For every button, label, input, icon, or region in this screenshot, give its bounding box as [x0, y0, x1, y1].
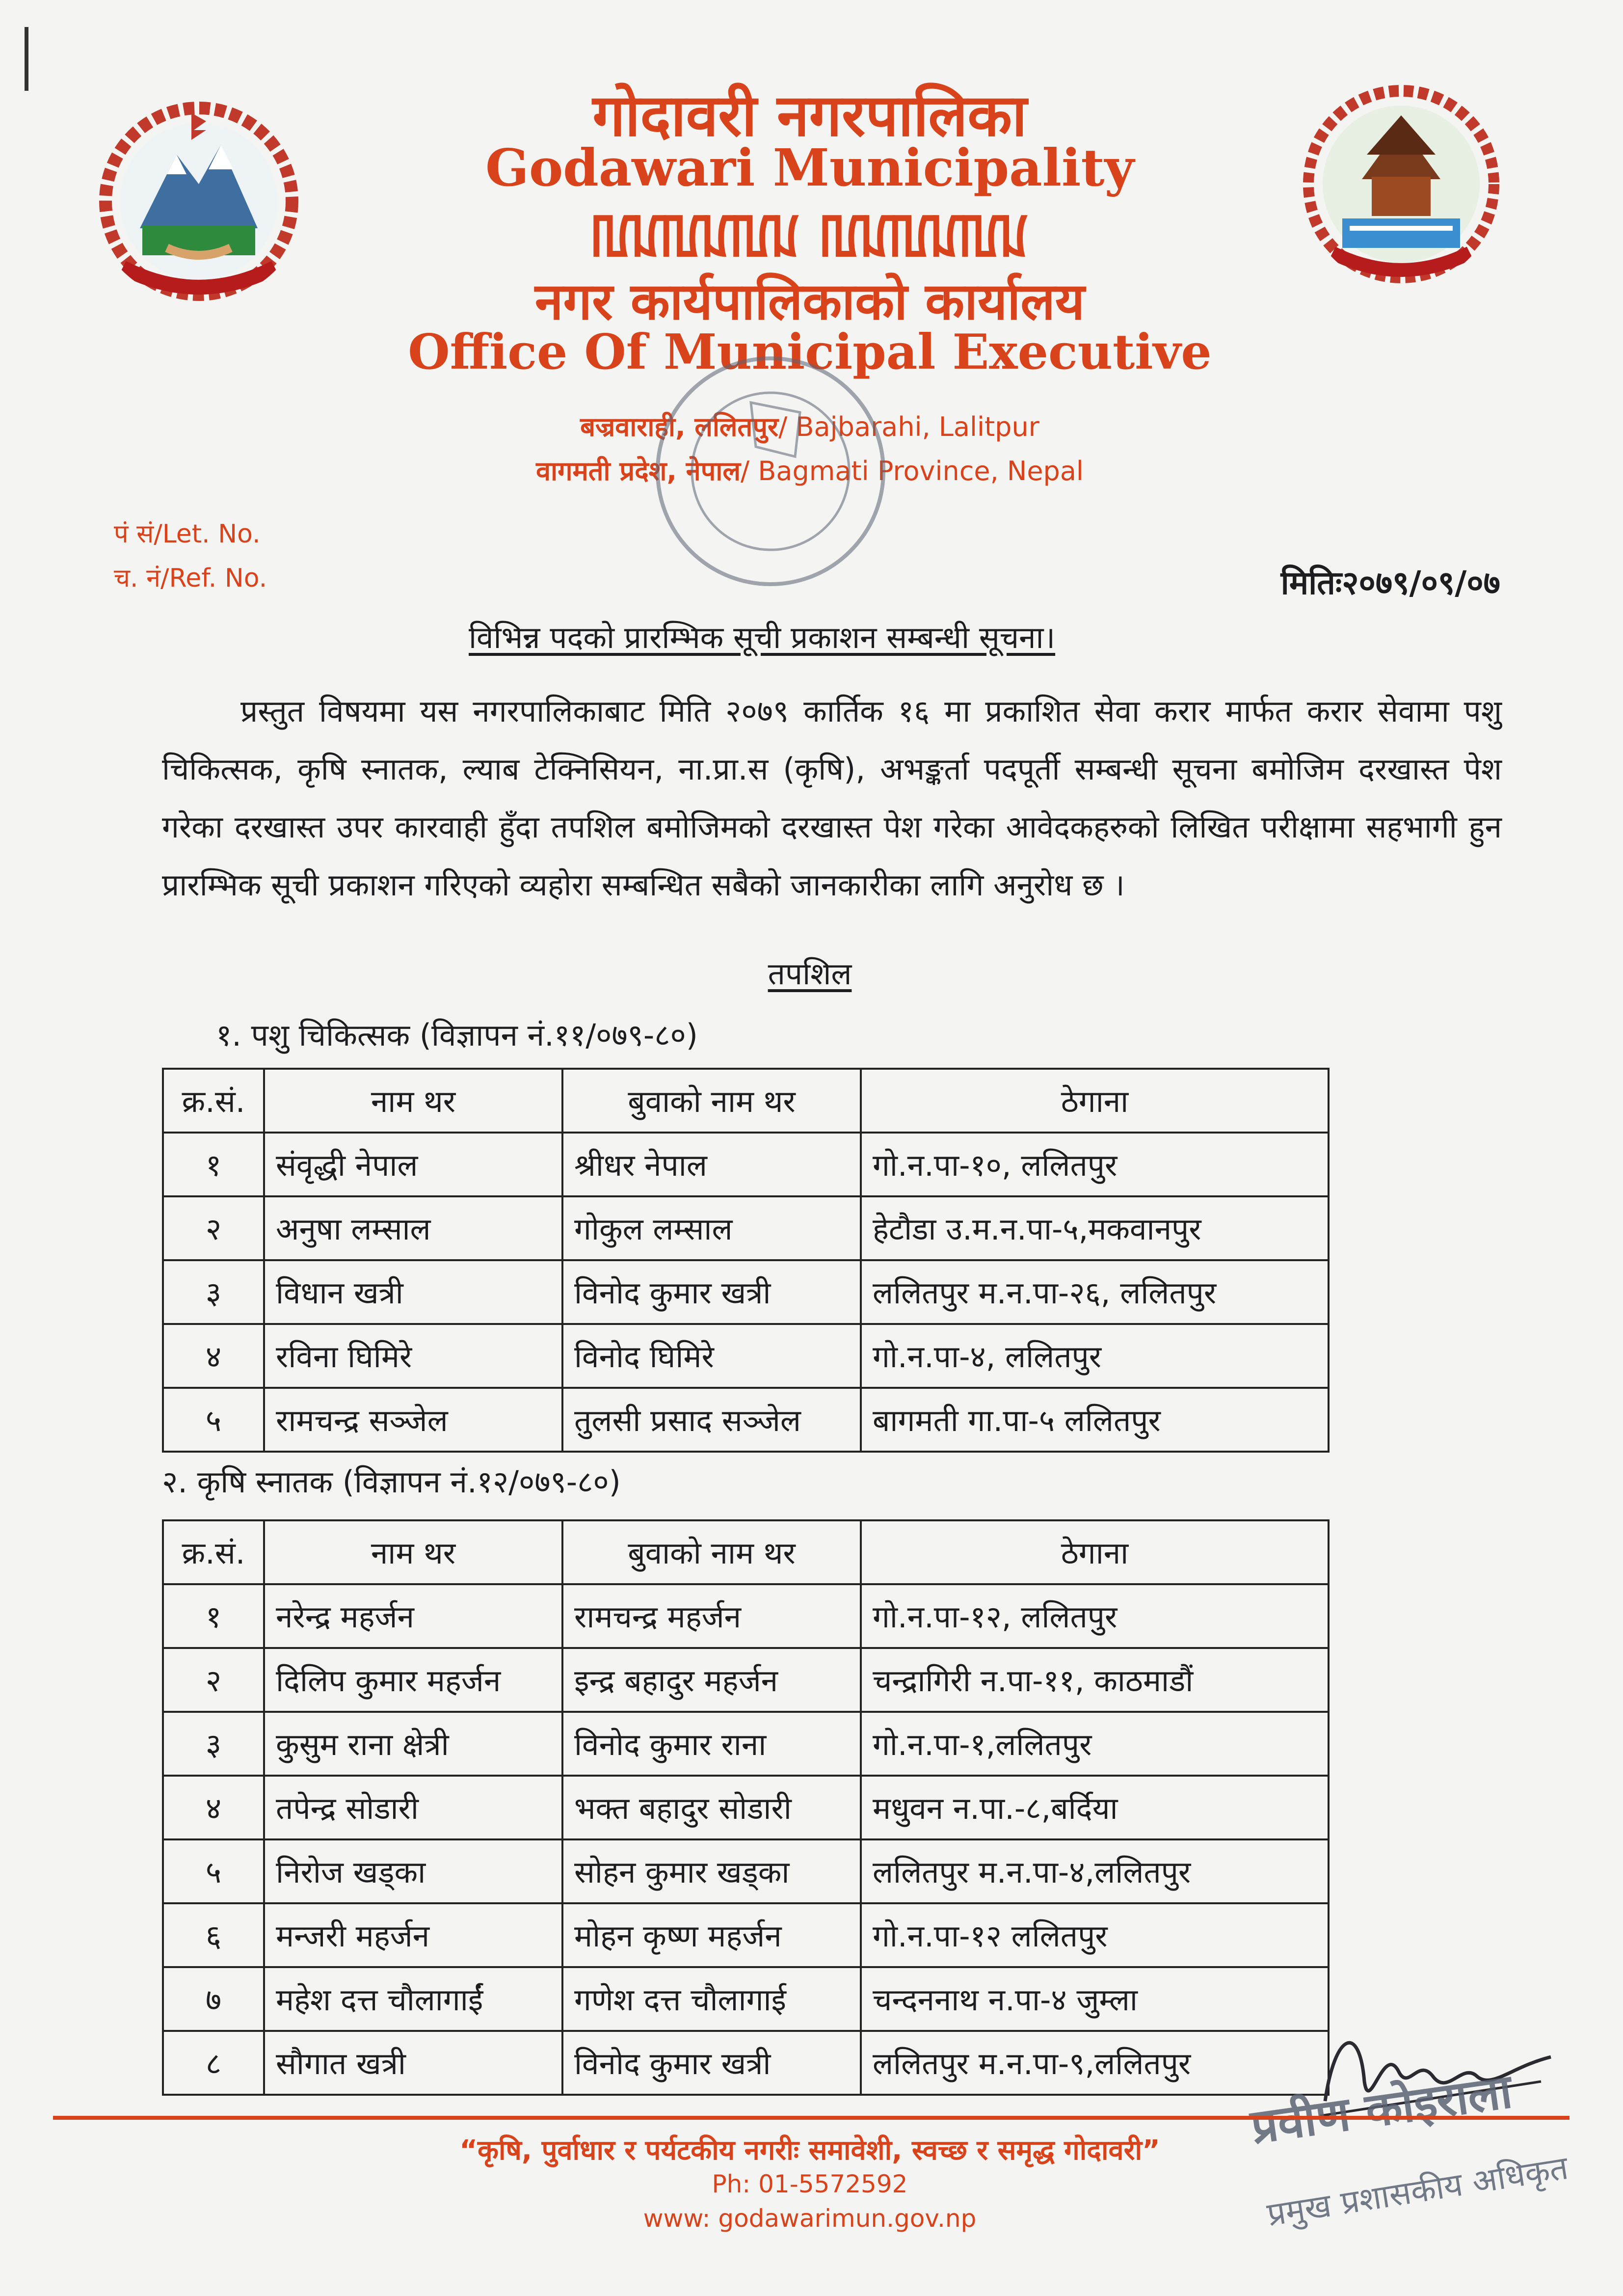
municipality-name-nepali: गोदावरी नगरपालिका [592, 81, 1027, 149]
table-row [163, 1260, 1329, 1324]
table-row [163, 1967, 1329, 2031]
cell-name: तपेन्द्र सोडारी [264, 1776, 562, 1839]
office-name-nepali: नगर कार्यपालिकाको कार्यालय [534, 271, 1085, 331]
office-name-english: Office Of Municipal Executive [408, 324, 1212, 380]
table-row [163, 1648, 1329, 1712]
cell-serial: १ [163, 1584, 264, 1648]
table-header-row [163, 1069, 1329, 1133]
cell-name: महेश दत्त चौलागाईं [264, 1967, 562, 2031]
letter-number-label: पं सं/Let. No. [114, 519, 261, 549]
office-stamp-icon [633, 344, 908, 599]
table-row [163, 1324, 1329, 1388]
cell-address: मधुवन न.पा.-८,बर्दिया [861, 1776, 1329, 1839]
cell-serial: १ [163, 1133, 264, 1196]
cell-name: संवृद्धी नेपाल [264, 1133, 562, 1196]
notice-subject: विभिन्न पदको प्रारम्भिक सूची प्रकाशन सम्बन्धी सूचना। [469, 620, 1056, 655]
cell-father-name: भक्त बहादुर सोडारी [562, 1776, 861, 1839]
cell-address: बागमती गा.पा-५ ललितपुर [861, 1388, 1329, 1452]
table-row [163, 1388, 1329, 1452]
cell-name: नरेन्द्र महर्जन [264, 1584, 562, 1648]
godawari-municipality-logo-icon [1303, 81, 1499, 287]
column-header-address: ठेगाना [861, 1069, 1329, 1133]
table-row [163, 1133, 1329, 1196]
cell-father-name: सोहन कुमार खड्का [562, 1839, 861, 1903]
municipality-name-english: Godawari Municipality [485, 137, 1134, 198]
cell-name: मन्जरी महर्जन [264, 1903, 562, 1967]
cell-address: चन्द्रागिरी न.पा-११, काठमाडौं [861, 1648, 1329, 1712]
veterinarian-applicant-table [162, 1068, 1330, 1453]
section-2-title: २. कृषि स्नातक (विज्ञापन नं.१२/०७९-८०) [162, 1464, 621, 1500]
cell-address: ललितपुर म.न.पा-२६, ललितपुर [861, 1260, 1329, 1324]
table-row [163, 1712, 1329, 1776]
cell-serial: ८ [163, 2031, 264, 2095]
column-header-father-name: बुवाको नाम थर [562, 1069, 861, 1133]
reference-number-label: च. नं/Ref. No. [114, 564, 267, 593]
cell-serial: ४ [163, 1776, 264, 1839]
cell-serial: ३ [163, 1260, 264, 1324]
cell-father-name: मोहन कृष्ण महर्जन [562, 1903, 861, 1967]
cell-serial: ५ [163, 1839, 264, 1903]
table-row [163, 1776, 1329, 1839]
details-heading: तपशिल [768, 956, 852, 992]
table-row [163, 1584, 1329, 1648]
cell-father-name: तुलसी प्रसाद सञ्जेल [562, 1388, 861, 1452]
cell-serial: ३ [163, 1712, 264, 1776]
address-line-2-en: / Bagmati Province, Nepal [741, 456, 1084, 486]
agriculture-graduate-applicant-table [162, 1519, 1330, 2096]
address-line-1-np: बज्रवाराही, ललितपुर [580, 411, 779, 442]
cell-serial: ७ [163, 1967, 264, 2031]
cell-address: हेटौडा उ.म.न.पा-५,मकवानपुर [861, 1196, 1329, 1260]
cell-father-name: श्रीधर नेपाल [562, 1133, 861, 1196]
cell-name: निरोज खड्का [264, 1839, 562, 1903]
cell-father-name: विनोद कुमार खत्री [562, 1260, 861, 1324]
cell-father-name: गणेश दत्त चौलागाई [562, 1967, 861, 2031]
cell-address: ललितपुर म.न.पा-९,ललितपुर [861, 2031, 1329, 2095]
cell-father-name: विनोद घिमिरे [562, 1324, 861, 1388]
cell-father-name: गोकुल लम्साल [562, 1196, 861, 1260]
column-header-address: ठेगाना [861, 1520, 1329, 1584]
cell-name: विधान खत्री [264, 1260, 562, 1324]
section-1-title: १. पशु चिकित्सक (विज्ञापन नं.११/०७९-८०) [216, 1017, 698, 1053]
municipality-name-newari: ꡃꡊꡃꡊꡃꡊ ꡃꡊꡃꡊꡃꡊ [590, 202, 1029, 266]
table-row [163, 1196, 1329, 1260]
cell-address: गो.न.पा-१,ललितपुर [861, 1712, 1329, 1776]
table-row [163, 2031, 1329, 2095]
cell-serial: २ [163, 1196, 264, 1260]
cell-name: दिलिप कुमार महर्जन [264, 1648, 562, 1712]
cell-father-name: विनोद कुमार खत्री [562, 2031, 861, 2095]
cell-address: गो.न.पा-४, ललितपुर [861, 1324, 1329, 1388]
table-header-row [163, 1520, 1329, 1584]
footer-divider [53, 2116, 1570, 2120]
cell-name: कुसुम राना क्षेत्री [264, 1712, 562, 1776]
footer-website: www: godawarimun.gov.np [643, 2204, 977, 2233]
notice-date: मितिः२०७९/०९/०७ [1280, 564, 1500, 602]
cell-name: रामचन्द्र सञ्जेल [264, 1388, 562, 1452]
cell-address: गो.न.पा-१०, ललितपुर [861, 1133, 1329, 1196]
address-line-1-en: / Bajbarahi, Lalitpur [778, 411, 1039, 442]
table-row [163, 1839, 1329, 1903]
notice-body-text: प्रस्तुत विषयमा यस नगरपालिकाबाट मिति २०७९ कार्तिक १६ मा प्रकाशित सेवा करार मार्फत करार सेवामा पशु चिकित्सक, कृषि स्नातक, ल्याब टेक्निसियन, ना.प्रा.स (कृषि), अभङ्कर्ता पदपूर्ती सम्बन्धी सूचना बमोजिम दरखास्त पेश गरेका दरखास्त उपर कारवाही हुँदा तपशिल बमोजिमको दरखास्त पेश गरेका आवेदकहरुको लिखित परीक्षामा सहभागी हुन प्रारम्भिक सूची प्रकाशन गरिएको व्यहोरा सम्बन्धित सबैको जानकारीका लागि अनुरोध छ । [162, 693, 1502, 903]
cell-father-name: इन्द्र बहादुर महर्जन [562, 1648, 861, 1712]
footer-phone: Ph: 01-5572592 [712, 2170, 908, 2198]
notice-body [162, 682, 1502, 914]
column-header-name: नाम थर [264, 1520, 562, 1584]
cell-name: रविना घिमिरे [264, 1324, 562, 1388]
cell-serial: ६ [163, 1903, 264, 1967]
cell-address: गो.न.पा-१२ ललितपुर [861, 1903, 1329, 1967]
cell-father-name: रामचन्द्र महर्जन [562, 1584, 861, 1648]
cell-father-name: विनोद कुमार राना [562, 1712, 861, 1776]
binder-mark [25, 27, 28, 91]
cell-name: सौगात खत्री [264, 2031, 562, 2095]
cell-serial: ४ [163, 1324, 264, 1388]
signatory-name: प्रवीण कोइराला [1247, 2063, 1516, 2155]
table-row [163, 1903, 1329, 1967]
column-header-serial: क्र.सं. [163, 1069, 264, 1133]
signatory-title: प्रमुख प्रशासकीय अधिकृत [1264, 2148, 1571, 2234]
column-header-serial: क्र.सं. [163, 1520, 264, 1584]
address-line-2-np: वागमती प्रदेश, नेपाल [536, 456, 741, 486]
nepal-government-emblem-icon [93, 101, 304, 302]
column-header-name: नाम थर [264, 1069, 562, 1133]
cell-address: ललितपुर म.न.पा-४,ललितपुर [861, 1839, 1329, 1903]
cell-address: गो.न.पा-१२, ललितपुर [861, 1584, 1329, 1648]
cell-serial: २ [163, 1648, 264, 1712]
column-header-father-name: बुवाको नाम थर [562, 1520, 861, 1584]
cell-serial: ५ [163, 1388, 264, 1452]
cell-address: चन्दननाथ न.पा-४ जुम्ला [861, 1967, 1329, 2031]
cell-name: अनुषा लम्साल [264, 1196, 562, 1260]
footer-motto: “कृषि, पुर्वाधार र पर्यटकीय नगरीः समावेशी, स्वच्छ र समृद्ध गोदावरी” [459, 2134, 1160, 2166]
